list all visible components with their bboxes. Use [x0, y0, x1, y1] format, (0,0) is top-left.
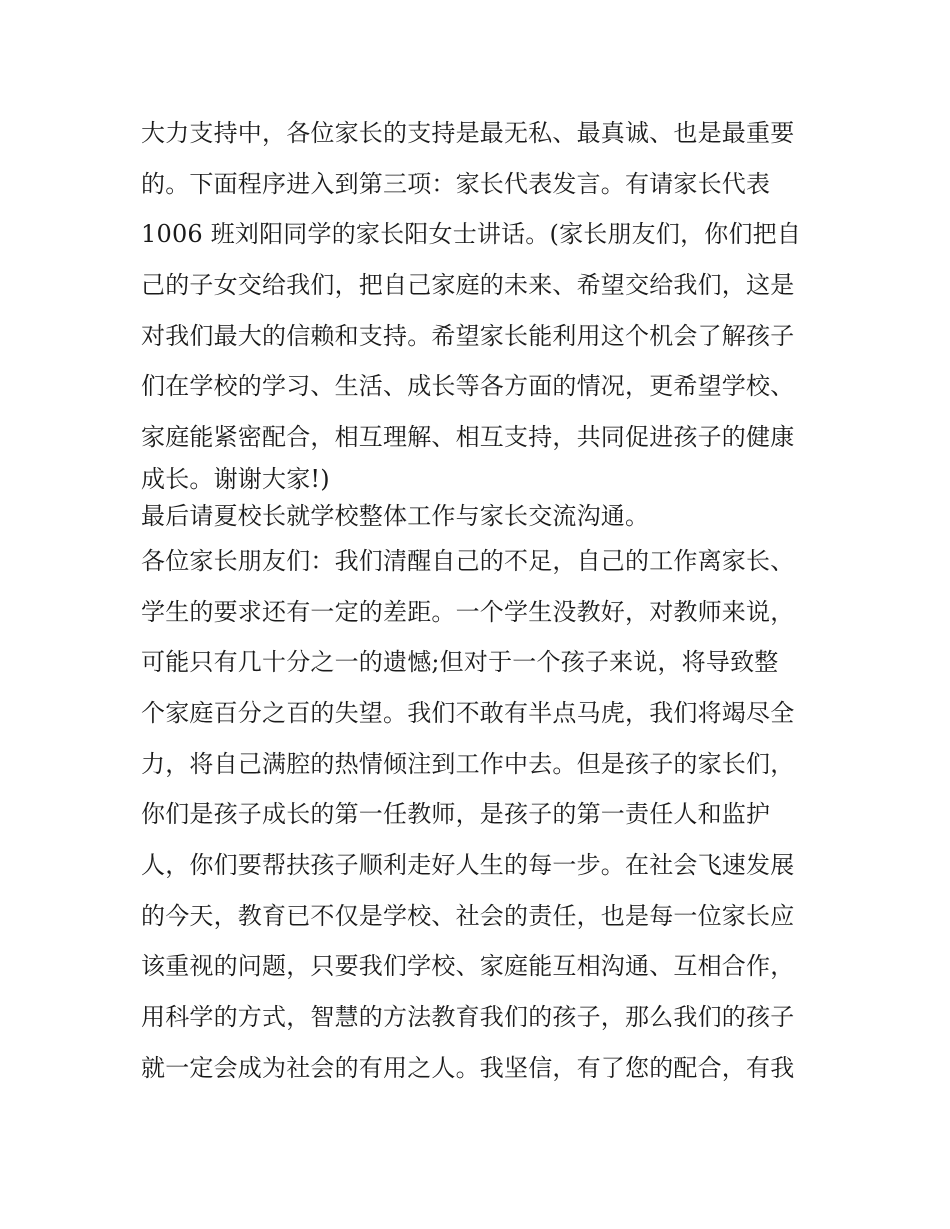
text-line: 成长。谢谢大家!): [141, 464, 330, 493]
text-line: 的今天，教育已不仅是学校、社会的责任，也是每一位家长应: [141, 901, 795, 930]
text-line: 各位家长朋友们：我们清醒自己的不足，自己的工作离家长、: [141, 546, 795, 575]
document-body: [141, 108, 821, 1093]
text-line: 用科学的方式，智慧的方法教育我们的孩子，那么我们的孩子: [141, 1003, 795, 1031]
text-line: 大力支持中，各位家长的支持是最无私、最真诚、也是最重要: [141, 119, 795, 147]
text-line: 就一定会成为社会的有用之人。我坚信，有了您的配合，有我: [141, 1053, 795, 1082]
text-line: 己的子女交给我们，把自己家庭的未来、希望交给我们，这是: [141, 271, 795, 300]
text-line: 该重视的问题，只要我们学校、家庭能互相沟通、互相合作，: [141, 952, 795, 981]
text-line: 个家庭百分之百的失望。我们不敢有半点马虎，我们将竭尽全: [141, 698, 795, 727]
text-line: 最后请夏校长就学校整体工作与家长交流沟通。: [141, 501, 650, 530]
text-line: 家庭能紧密配合，相互理解、相互支持，共同促进孩子的健康: [141, 423, 795, 452]
text-line: 人，你们要帮扶孩子顺利走好人生的每一步。在社会飞速发展: [141, 850, 795, 879]
text-line: 的。下面程序进入到第三项：家长代表发言。有请家长代表: [141, 169, 771, 198]
text-line: 们在学校的学习、生活、成长等各方面的情况，更希望学校、: [141, 372, 795, 401]
text-line: 可能只有几十分之一的遗憾;但对于一个孩子来说，将导致整: [141, 648, 779, 677]
text-line: 力，将自己满腔的热情倾注到工作中去。但是孩子的家长们，: [141, 749, 795, 778]
text-line: 你们是孩子成长的第一任教师，是孩子的第一责任人和监护: [141, 800, 771, 829]
text-line: 对我们最大的信赖和支持。希望家长能利用这个机会了解孩子: [141, 321, 795, 350]
text-line: 1006 班刘阳同学的家长阳女士讲话。(家长朋友们，你们把自: [141, 220, 802, 249]
text-line: 学生的要求还有一定的差距。一个学生没教好，对教师来说，: [141, 597, 795, 626]
